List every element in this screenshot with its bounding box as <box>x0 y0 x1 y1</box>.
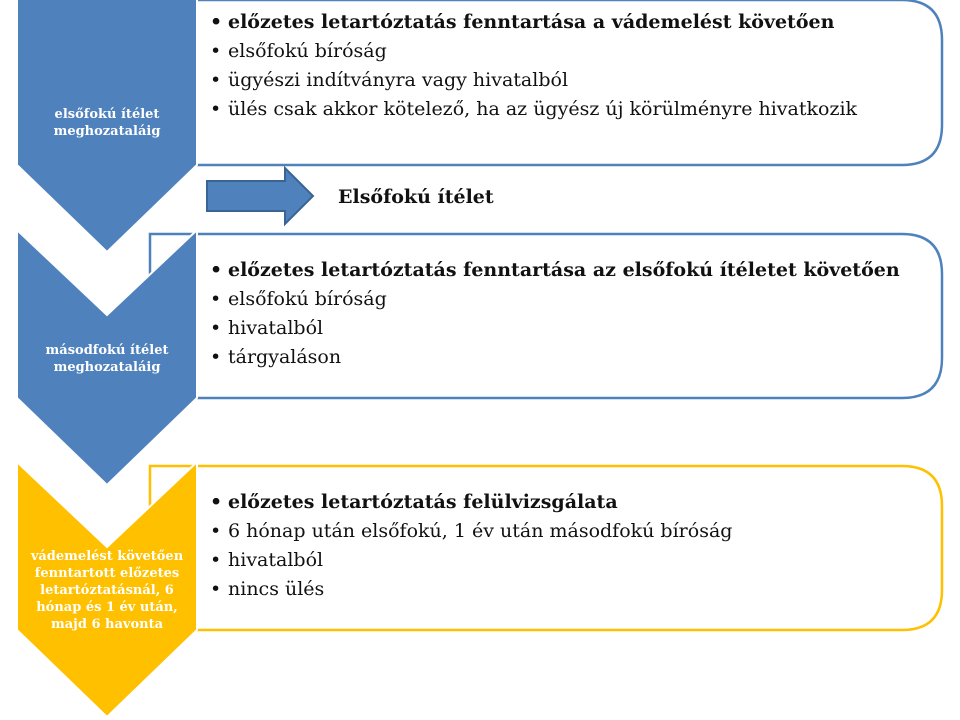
list-item: • nincs ülés <box>210 575 732 604</box>
list-item: • hivatalból <box>210 546 732 575</box>
list-item: • elsőfokú bíróság <box>210 37 857 66</box>
list-item: • előzetes letartóztatás fenntartása az elsőfokú ítéletet követően <box>210 256 900 285</box>
stage-3-label: vádemelést követően fenntartott előzetes letartóztatásnál, 6 hónap és 1 év után, majd 6 havonta <box>30 549 184 632</box>
list-item: • előzetes letartóztatás felülvizsgálata <box>210 488 732 517</box>
stage-2-label: másodfokú ítélet meghozataláig <box>45 343 169 375</box>
stage-2-list <box>210 256 900 372</box>
stage-3-list <box>210 488 732 604</box>
list-item: • 6 hónap után elsőfokú, 1 év után másodfokú bíróság <box>210 517 732 546</box>
list-item: • hivatalból <box>210 314 900 343</box>
list-item: • elsőfokú bíróság <box>210 285 900 314</box>
stage-1-list <box>210 8 857 124</box>
list-item: • tárgyaláson <box>210 343 900 372</box>
right-arrow-icon <box>207 168 313 224</box>
list-item: • ülés csak akkor kötelező, ha az ügyész új körülményre hivatkozik <box>210 95 857 124</box>
milestone-label: Elsőfokú ítélet <box>338 186 494 208</box>
stage-1-label: elsőfokú ítélet meghozataláig <box>53 107 161 139</box>
list-item: • ügyészi indítványra vagy hivatalból <box>210 66 857 95</box>
list-item: • előzetes letartóztatás fenntartása a vádemelést követően <box>210 8 857 37</box>
